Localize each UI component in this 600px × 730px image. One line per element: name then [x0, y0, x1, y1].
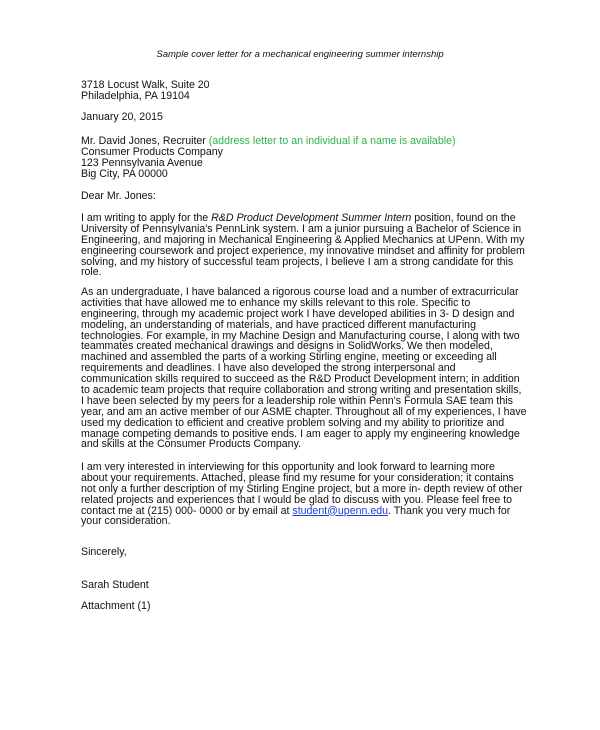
recipient-line: Big City, PA 00000: [81, 167, 168, 180]
text: position, found on the: [411, 212, 516, 224]
text-line: teammates created mechanical drawings and designs in SolidWorks. We then modeled,: [81, 340, 493, 353]
document-title: Sample cover letter for a mechanical engineering summer internship: [156, 49, 444, 60]
salutation: Dear Mr. Jones:: [81, 190, 156, 202]
text: . Thank you very much for: [388, 504, 511, 517]
text-line: engineering coursework and project experience, my innovative mindset and affinity for problem: [81, 244, 525, 257]
paragraph-3: [81, 462, 523, 527]
paragraph-2: [81, 287, 527, 450]
text-line: activities that have allowed me to enhance my skills relevant to this role. Specific to: [81, 296, 471, 309]
position-title: R&D Product Development Summer Intern: [211, 212, 412, 224]
recipient-name: Mr. David Jones, Recruiter: [81, 135, 206, 147]
text-line: modeling, an understanding of materials, and have practiced different manufacturing: [81, 318, 476, 331]
text-line: used my dedication to efficient and creative problem solving and my ability to prioritize and: [81, 416, 505, 429]
text-line: solving, and my history of successful team projects, I believe I am a strong candidate for this: [81, 255, 514, 268]
text-line: to academic team projects that require collaboration and strong writing and presentation skills,: [81, 384, 522, 397]
text: contact me at (215) 000- 0000 or by email at: [81, 504, 293, 517]
text-line: I have been selected by my peers for a leadership role within Penn's Formula SAE team this: [81, 394, 513, 407]
recipient-note: (address letter to an individual if a name is available): [205, 135, 456, 147]
text-line: about your requirements. Attached, please find my resume for your consideration; it contains: [81, 471, 514, 484]
text-line: manage competing demands to positive ends. I am eager to apply my engineering knowledge: [81, 427, 520, 440]
text-line: University of Pennsylvania's PennLink system. I am a junior pursuing a Bachelor of Science in: [81, 222, 522, 235]
text-line: technologies. For example, in my Machine Design and Manufacturing course, I along with two: [81, 329, 520, 342]
text-line: your consideration.: [81, 515, 171, 528]
signature: Sarah Student: [81, 579, 149, 591]
letter-date: January 20, 2015: [81, 111, 163, 123]
text-line: I am very interested in interviewing for this opportunity and look forward to learning more: [81, 461, 495, 473]
attachment-note: Attachment (1): [81, 600, 151, 612]
sender-address: [81, 80, 210, 102]
text-line: Engineering, and majoring in Mechanical Engineering & Applied Mechanics at UPenn. With my: [81, 233, 525, 246]
paragraph-1: [81, 213, 525, 278]
address-line: Philadelphia, PA 19104: [81, 89, 190, 102]
closing: Sincerely,: [81, 546, 127, 558]
text-line: machined and assembled the parts of a working Stirling engine, meeting or exceeding all: [81, 351, 497, 364]
text-line: As an undergraduate, I have balanced a rigorous course load and a number of extracurricular: [81, 286, 519, 298]
text-line: year, and am an active member of our ASME chapter. Throughout all of my experiences, I have: [81, 405, 527, 418]
email-link[interactable]: student@upenn.edu: [292, 504, 388, 517]
recipient-line: Consumer Products Company: [81, 145, 223, 158]
address-line: 3718 Locust Walk, Suite 20: [81, 79, 210, 91]
text-line: related projects and experiences that I would be glad to discuss with you. Please feel free to: [81, 493, 513, 506]
text-line: role.: [81, 266, 102, 279]
recipient-line: 123 Pennsylvania Avenue: [81, 156, 203, 169]
text-line: engineering, through my academic project work I have developed abilities in 3- D design and: [81, 307, 515, 320]
text-line: requirements and deadlines. I have also developed the strong interpersonal and: [81, 362, 456, 375]
text-line: not only a further description of my Stirling Engine project, but a more in- depth review of other: [81, 482, 523, 495]
text-line: communication skills required to succeed as the R&D Product Development intern; in addition: [81, 373, 520, 386]
text-line: and skills at the Consumer Products Company.: [81, 438, 302, 451]
text: I am writing to apply for the: [81, 212, 212, 224]
recipient-block: [81, 136, 456, 180]
